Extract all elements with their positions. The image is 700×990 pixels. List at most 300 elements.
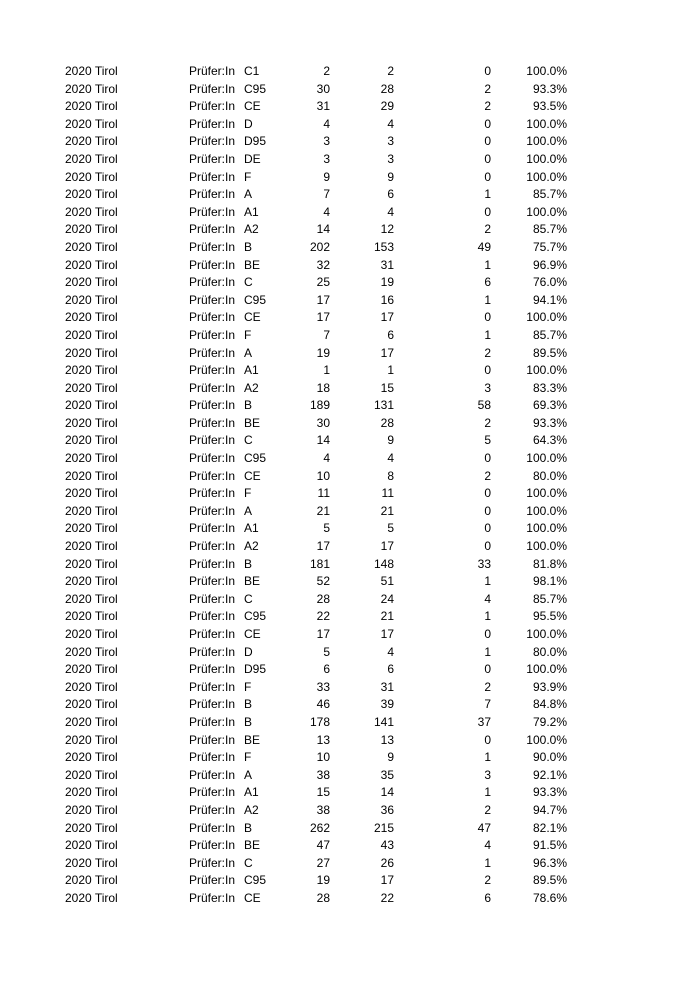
cell-license-class: A2 (244, 222, 259, 237)
cell-passed: 28 (380, 81, 394, 96)
cell-year-region: 2020 Tirol (65, 591, 118, 606)
cell-license-class: B (244, 697, 253, 712)
cell-pass-rate: 76.0% (532, 275, 567, 290)
cell-license-class: B (244, 820, 253, 835)
cell-total: 3 (323, 151, 330, 166)
cell-failed: 6 (484, 275, 491, 290)
cell-pass-rate: 100.0% (526, 151, 567, 166)
cell-passed: 3 (387, 151, 394, 166)
cell-passed: 17 (380, 310, 394, 325)
table-row (0, 696, 700, 714)
cell-role: Prüfer:In (189, 239, 236, 254)
cell-license-class: F (244, 750, 252, 765)
cell-role: Prüfer:In (189, 99, 236, 114)
cell-pass-rate: 100.0% (526, 503, 567, 518)
cell-failed: 0 (484, 363, 491, 378)
cell-pass-rate: 100.0% (526, 539, 567, 554)
cell-year-region: 2020 Tirol (65, 539, 118, 554)
cell-license-class: D (244, 644, 253, 659)
cell-passed: 215 (373, 820, 394, 835)
cell-license-class: B (244, 556, 253, 571)
cell-total: 13 (316, 732, 330, 747)
cell-license-class: B (244, 398, 253, 413)
cell-pass-rate: 79.2% (532, 714, 567, 729)
cell-passed: 9 (387, 169, 394, 184)
cell-pass-rate: 83.3% (532, 380, 567, 395)
cell-total: 4 (323, 204, 330, 219)
cell-role: Prüfer:In (189, 855, 236, 870)
cell-license-class: C95 (244, 609, 267, 624)
cell-total: 32 (316, 257, 330, 272)
cell-total: 4 (323, 116, 330, 131)
cell-total: 3 (323, 134, 330, 149)
cell-license-class: F (244, 486, 252, 501)
cell-year-region: 2020 Tirol (65, 204, 118, 219)
cell-role: Prüfer:In (189, 81, 236, 96)
cell-license-class: CE (244, 310, 261, 325)
cell-failed: 2 (484, 415, 491, 430)
cell-license-class: CE (244, 468, 261, 483)
cell-total: 28 (316, 591, 330, 606)
cell-passed: 12 (380, 222, 394, 237)
cell-year-region: 2020 Tirol (65, 574, 118, 589)
cell-total: 18 (316, 380, 330, 395)
cell-total: 14 (316, 222, 330, 237)
cell-passed: 51 (380, 574, 394, 589)
cell-year-region: 2020 Tirol (65, 873, 118, 888)
cell-passed: 148 (373, 556, 394, 571)
cell-pass-rate: 91.5% (532, 838, 567, 853)
cell-license-class: CE (244, 99, 261, 114)
cell-failed: 0 (484, 204, 491, 219)
cell-license-class: A2 (244, 539, 259, 554)
cell-failed: 0 (484, 627, 491, 641)
cell-passed: 16 (380, 292, 394, 307)
cell-year-region: 2020 Tirol (65, 486, 118, 501)
cell-role: Prüfer:In (189, 486, 236, 501)
cell-pass-rate: 94.7% (532, 802, 567, 817)
cell-role: Prüfer:In (189, 662, 236, 677)
cell-role: Prüfer:In (189, 257, 236, 272)
cell-year-region: 2020 Tirol (65, 627, 118, 641)
cell-total: 15 (316, 785, 330, 800)
cell-passed: 8 (387, 468, 394, 483)
cell-total: 25 (316, 275, 330, 290)
cell-role: Prüfer:In (189, 222, 236, 237)
table-row (0, 573, 700, 591)
cell-total: 52 (316, 574, 330, 589)
cell-total: 6 (323, 662, 330, 677)
cell-pass-rate: 81.8% (532, 556, 567, 571)
cell-role: Prüfer:In (189, 838, 236, 853)
cell-license-class: C95 (244, 81, 267, 96)
cell-passed: 5 (387, 521, 394, 536)
cell-failed: 2 (484, 81, 491, 96)
cell-failed: 0 (484, 151, 491, 166)
table-row (0, 292, 700, 310)
cell-year-region: 2020 Tirol (65, 451, 118, 466)
cell-total: 22 (316, 609, 330, 624)
table-row (0, 432, 700, 450)
cell-role: Prüfer:In (189, 134, 236, 149)
cell-pass-rate: 100.0% (526, 486, 567, 501)
cell-role: Prüfer:In (189, 327, 236, 342)
cell-passed: 6 (387, 327, 394, 342)
cell-failed: 1 (484, 327, 491, 342)
table-row (0, 644, 700, 662)
table-row (0, 608, 700, 626)
cell-year-region: 2020 Tirol (65, 503, 118, 518)
cell-passed: 15 (380, 380, 394, 395)
cell-year-region: 2020 Tirol (65, 662, 118, 677)
cell-failed: 0 (484, 169, 491, 184)
cell-total: 21 (316, 503, 330, 518)
cell-role: Prüfer:In (189, 451, 236, 466)
cell-failed: 0 (484, 732, 491, 747)
cell-total: 202 (309, 239, 330, 254)
cell-pass-rate: 100.0% (526, 204, 567, 219)
cell-pass-rate: 100.0% (526, 134, 567, 149)
cell-license-class: CE (244, 890, 261, 905)
cell-total: 19 (316, 873, 330, 888)
cell-role: Prüfer:In (189, 363, 236, 378)
cell-year-region: 2020 Tirol (65, 151, 118, 166)
cell-year-region: 2020 Tirol (65, 644, 118, 659)
cell-pass-rate: 82.1% (532, 820, 567, 835)
cell-license-class: C1 (244, 64, 260, 78)
cell-passed: 9 (387, 750, 394, 765)
table-row (0, 362, 700, 380)
cell-failed: 47 (477, 820, 491, 835)
cell-pass-rate: 94.1% (532, 292, 567, 307)
cell-total: 5 (323, 521, 330, 536)
cell-role: Prüfer:In (189, 679, 236, 694)
cell-passed: 4 (387, 644, 394, 659)
cell-role: Prüfer:In (189, 627, 236, 641)
cell-role: Prüfer:In (189, 609, 236, 624)
cell-role: Prüfer:In (189, 697, 236, 712)
cell-passed: 19 (380, 275, 394, 290)
cell-passed: 13 (380, 732, 394, 747)
table-row (0, 503, 700, 521)
cell-year-region: 2020 Tirol (65, 855, 118, 870)
table-row (0, 257, 700, 275)
table-row (0, 204, 700, 222)
cell-license-class: D95 (244, 134, 267, 149)
cell-role: Prüfer:In (189, 750, 236, 765)
table-row (0, 468, 700, 486)
cell-total: 38 (316, 802, 330, 817)
cell-total: 4 (323, 451, 330, 466)
cell-passed: 11 (381, 486, 394, 501)
cell-role: Prüfer:In (189, 345, 236, 360)
cell-total: 1 (323, 363, 330, 378)
cell-role: Prüfer:In (189, 644, 236, 659)
table-row (0, 784, 700, 802)
table-row (0, 239, 700, 257)
cell-passed: 6 (387, 662, 394, 677)
cell-pass-rate: 100.0% (526, 169, 567, 184)
cell-pass-rate: 85.7% (532, 187, 567, 202)
cell-license-class: A1 (244, 785, 259, 800)
cell-year-region: 2020 Tirol (65, 275, 118, 290)
cell-role: Prüfer:In (189, 187, 236, 202)
cell-failed: 3 (484, 380, 491, 395)
cell-year-region: 2020 Tirol (65, 363, 118, 378)
cell-year-region: 2020 Tirol (65, 81, 118, 96)
cell-pass-rate: 89.5% (532, 873, 567, 888)
cell-license-class: C95 (244, 873, 267, 888)
cell-role: Prüfer:In (189, 204, 236, 219)
cell-passed: 17 (380, 345, 394, 360)
cell-total: 30 (316, 81, 330, 96)
cell-role: Prüfer:In (189, 873, 236, 888)
cell-role: Prüfer:In (189, 732, 236, 747)
cell-license-class: C (244, 855, 253, 870)
cell-role: Prüfer:In (189, 151, 236, 166)
cell-failed: 0 (484, 64, 491, 78)
cell-pass-rate: 100.0% (526, 64, 567, 78)
cell-year-region: 2020 Tirol (65, 697, 118, 712)
cell-passed: 31 (380, 257, 394, 272)
cell-total: 17 (316, 310, 330, 325)
cell-total: 181 (309, 556, 330, 571)
cell-year-region: 2020 Tirol (65, 609, 118, 624)
cell-year-region: 2020 Tirol (65, 838, 118, 853)
cell-year-region: 2020 Tirol (65, 292, 118, 307)
cell-pass-rate: 100.0% (526, 310, 567, 325)
cell-passed: 4 (387, 451, 394, 466)
cell-year-region: 2020 Tirol (65, 521, 118, 536)
cell-license-class: BE (244, 257, 261, 272)
cell-total: 189 (309, 398, 330, 413)
cell-failed: 0 (484, 662, 491, 677)
cell-license-class: B (244, 239, 253, 254)
cell-pass-rate: 100.0% (526, 627, 567, 641)
cell-license-class: BE (244, 838, 261, 853)
cell-passed: 153 (373, 239, 394, 254)
table-row (0, 591, 700, 609)
table-row (0, 221, 700, 239)
cell-pass-rate: 80.0% (532, 644, 567, 659)
cell-role: Prüfer:In (189, 503, 236, 518)
cell-passed: 2 (387, 64, 394, 78)
cell-license-class: DE (244, 151, 261, 166)
cell-year-region: 2020 Tirol (65, 679, 118, 694)
cell-pass-rate: 96.9% (532, 257, 567, 272)
cell-year-region: 2020 Tirol (65, 415, 118, 430)
cell-pass-rate: 93.3% (532, 81, 567, 96)
cell-year-region: 2020 Tirol (65, 750, 118, 765)
cell-license-class: CE (244, 627, 261, 641)
cell-passed: 21 (380, 609, 394, 624)
cell-year-region: 2020 Tirol (65, 433, 118, 448)
cell-total: 5 (323, 644, 330, 659)
cell-failed: 1 (484, 292, 491, 307)
cell-passed: 43 (380, 838, 394, 853)
cell-license-class: F (244, 169, 252, 184)
cell-failed: 49 (477, 239, 491, 254)
cell-role: Prüfer:In (189, 785, 236, 800)
table-row (0, 169, 700, 187)
cell-failed: 1 (484, 644, 491, 659)
cell-passed: 21 (380, 503, 394, 518)
cell-year-region: 2020 Tirol (65, 398, 118, 413)
cell-year-region: 2020 Tirol (65, 345, 118, 360)
cell-failed: 2 (484, 802, 491, 817)
cell-role: Prüfer:In (189, 398, 236, 413)
cell-year-region: 2020 Tirol (65, 468, 118, 483)
cell-failed: 1 (484, 785, 491, 800)
cell-license-class: F (244, 679, 252, 694)
table-row (0, 345, 700, 363)
cell-failed: 1 (484, 257, 491, 272)
cell-license-class: A2 (244, 380, 259, 395)
cell-failed: 7 (484, 697, 491, 712)
cell-failed: 1 (484, 609, 491, 624)
cell-passed: 24 (380, 591, 394, 606)
cell-pass-rate: 100.0% (526, 662, 567, 677)
cell-failed: 58 (477, 398, 491, 413)
cell-year-region: 2020 Tirol (65, 239, 118, 254)
cell-failed: 3 (484, 767, 491, 782)
table-row (0, 538, 700, 556)
cell-pass-rate: 92.1% (532, 767, 567, 782)
cell-passed: 1 (387, 363, 394, 378)
cell-total: 10 (316, 468, 330, 483)
cell-passed: 39 (380, 697, 394, 712)
table-row (0, 749, 700, 767)
cell-license-class: A (244, 503, 253, 518)
cell-pass-rate: 85.7% (532, 222, 567, 237)
cell-passed: 26 (380, 855, 394, 870)
table-row (0, 556, 700, 574)
cell-failed: 2 (484, 222, 491, 237)
cell-failed: 0 (484, 134, 491, 149)
table-row (0, 63, 700, 81)
table-row (0, 327, 700, 345)
table-row (0, 397, 700, 415)
cell-license-class: C (244, 591, 253, 606)
cell-role: Prüfer:In (189, 116, 236, 131)
cell-role: Prüfer:In (189, 539, 236, 554)
cell-total: 19 (316, 345, 330, 360)
cell-pass-rate: 69.3% (532, 398, 567, 413)
cell-pass-rate: 100.0% (526, 521, 567, 536)
cell-failed: 6 (484, 890, 491, 905)
table-row (0, 81, 700, 99)
cell-total: 262 (309, 820, 330, 835)
table-row (0, 802, 700, 820)
cell-passed: 22 (380, 890, 394, 905)
cell-failed: 2 (484, 679, 491, 694)
cell-year-region: 2020 Tirol (65, 556, 118, 571)
cell-role: Prüfer:In (189, 802, 236, 817)
cell-failed: 4 (484, 838, 491, 853)
table-row (0, 151, 700, 169)
cell-license-class: A2 (244, 802, 259, 817)
table-row (0, 661, 700, 679)
table-row (0, 714, 700, 732)
cell-passed: 17 (380, 873, 394, 888)
cell-passed: 17 (380, 627, 394, 641)
cell-passed: 31 (380, 679, 394, 694)
cell-pass-rate: 93.5% (532, 99, 567, 114)
cell-passed: 9 (387, 433, 394, 448)
cell-total: 178 (309, 714, 330, 729)
cell-license-class: C95 (244, 292, 267, 307)
cell-pass-rate: 98.1% (532, 574, 567, 589)
cell-total: 46 (316, 697, 330, 712)
table-row (0, 186, 700, 204)
cell-license-class: BE (244, 732, 261, 747)
cell-pass-rate: 95.5% (532, 609, 567, 624)
table-row (0, 415, 700, 433)
cell-year-region: 2020 Tirol (65, 222, 118, 237)
table-row (0, 309, 700, 327)
cell-failed: 0 (484, 116, 491, 131)
cell-license-class: B (244, 714, 253, 729)
cell-failed: 0 (484, 310, 491, 325)
cell-pass-rate: 75.7% (532, 239, 567, 254)
cell-failed: 0 (484, 486, 491, 501)
cell-failed: 37 (477, 714, 491, 729)
table-row (0, 274, 700, 292)
spreadsheet-table (0, 63, 700, 908)
cell-year-region: 2020 Tirol (65, 187, 118, 202)
cell-role: Prüfer:In (189, 591, 236, 606)
cell-failed: 2 (484, 99, 491, 114)
cell-total: 17 (316, 539, 330, 554)
table-row (0, 855, 700, 873)
cell-license-class: A (244, 345, 253, 360)
table-row (0, 890, 700, 908)
cell-total: 17 (316, 627, 330, 641)
cell-passed: 36 (380, 802, 394, 817)
cell-failed: 33 (477, 556, 491, 571)
cell-passed: 141 (373, 714, 394, 729)
cell-year-region: 2020 Tirol (65, 169, 118, 184)
cell-failed: 2 (484, 468, 491, 483)
cell-year-region: 2020 Tirol (65, 257, 118, 272)
cell-pass-rate: 100.0% (526, 451, 567, 466)
cell-year-region: 2020 Tirol (65, 310, 118, 325)
cell-license-class: A (244, 767, 253, 782)
cell-year-region: 2020 Tirol (65, 64, 118, 78)
cell-role: Prüfer:In (189, 415, 236, 430)
cell-role: Prüfer:In (189, 433, 236, 448)
cell-license-class: F (244, 327, 252, 342)
table-row (0, 133, 700, 151)
table-row (0, 837, 700, 855)
cell-role: Prüfer:In (189, 714, 236, 729)
table-row (0, 679, 700, 697)
cell-failed: 1 (484, 750, 491, 765)
cell-pass-rate: 89.5% (532, 345, 567, 360)
table-row (0, 626, 700, 644)
cell-pass-rate: 93.3% (532, 785, 567, 800)
cell-passed: 14 (380, 785, 394, 800)
cell-year-region: 2020 Tirol (65, 380, 118, 395)
cell-license-class: A1 (244, 204, 259, 219)
cell-pass-rate: 100.0% (526, 116, 567, 131)
cell-failed: 2 (484, 345, 491, 360)
cell-total: 7 (323, 327, 330, 342)
cell-role: Prüfer:In (189, 574, 236, 589)
cell-role: Prüfer:In (189, 820, 236, 835)
cell-pass-rate: 96.3% (532, 855, 567, 870)
cell-failed: 1 (484, 855, 491, 870)
